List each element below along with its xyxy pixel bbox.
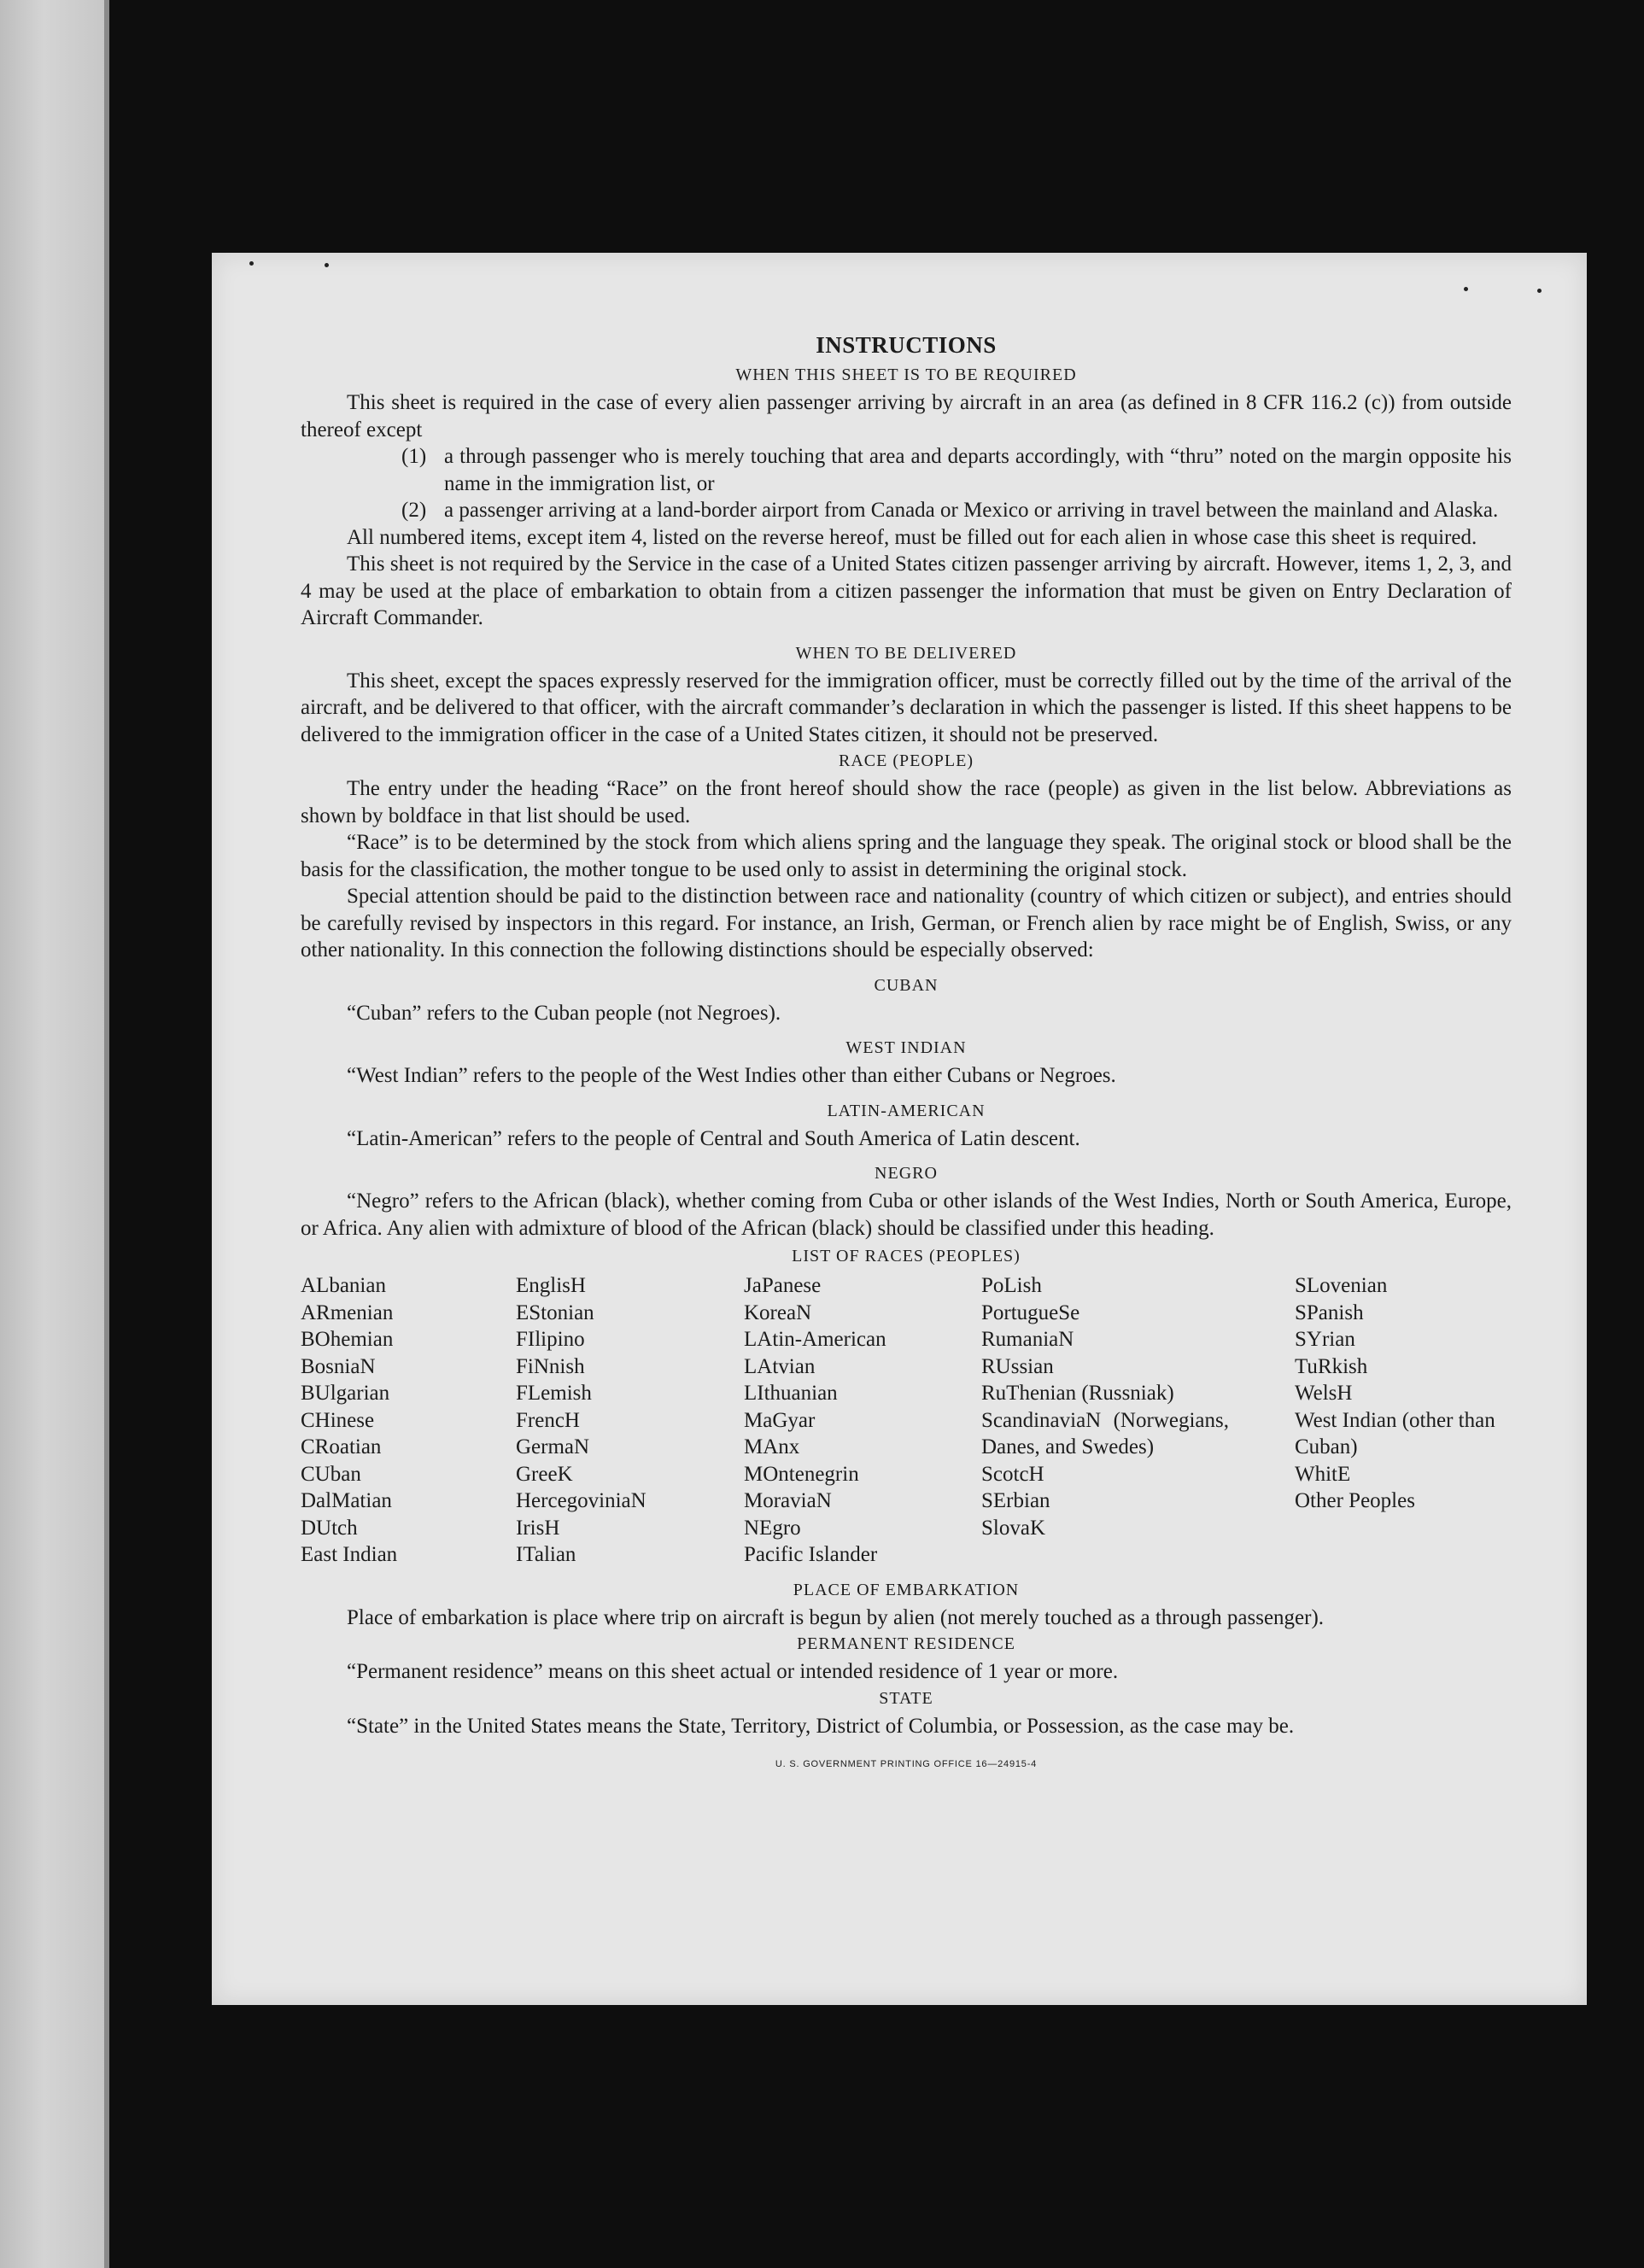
speck	[1537, 289, 1542, 293]
race-entry: ALbanian	[301, 1274, 386, 1297]
races-column-1	[301, 1272, 516, 1569]
race-entry: RumaniaN	[981, 1328, 1074, 1351]
races-column-4	[981, 1272, 1295, 1569]
race-entry: SlovaK	[981, 1516, 1045, 1540]
race-entry: IrisH	[516, 1516, 560, 1540]
race-entry: LAtin-American	[744, 1328, 886, 1351]
speck	[1464, 287, 1468, 291]
heading-state: STATE	[879, 1688, 933, 1708]
race-entry: GreeK	[516, 1462, 573, 1486]
race-entry: MOntenegrin	[744, 1462, 859, 1486]
citizen-paragraph: This sheet is not required by the Service in the case of a United States citizen passenger arriving by aircraft. However, items 1, 2, 3, and 4 may be used at the place of embarkation to obtain from a citizen passenger the information that must be given on Entry Declaration of Aircraft Commander.	[301, 552, 1512, 629]
page-title: INSTRUCTIONS	[816, 332, 997, 358]
race-entry: NEgro	[744, 1516, 801, 1540]
race-entry: BosniaN	[301, 1354, 376, 1378]
race-entry: PortugueSe	[981, 1301, 1080, 1324]
race-entry: LIthuanian	[744, 1382, 838, 1405]
item-number: (1)	[401, 445, 427, 468]
race-entry: ScotcH	[981, 1462, 1044, 1486]
race-paragraph-3: Special attention should be paid to the distinction between race and nationality (country of which citizen or subject), and entries should be carefully revised by inspectors in this regard. For instance, an Irish, German, or French alien by race might be of English, Swiss, or any other nationality. In this connection the following distinctions should be especially observed:	[301, 885, 1512, 962]
race-entry: CRoatian	[301, 1435, 382, 1458]
race-entry: MoraviaN	[744, 1489, 832, 1512]
race-entry: TuRkish	[1295, 1354, 1368, 1378]
race-entry: KoreaN	[744, 1301, 812, 1324]
section-heading-required: WHEN THIS SHEET IS TO BE REQUIRED	[735, 365, 1077, 384]
race-entry: ITalian	[516, 1543, 576, 1566]
heading-negro: NEGRO	[875, 1164, 938, 1183]
required-intro: This sheet is required in the case of every alien passenger arriving by aircraft in an area (as defined in 8 CFR 116.2 (c)) from outside thereof except	[301, 391, 1512, 441]
west-indian-definition: “West Indian” refers to the people of the West Indies other than either Cubans or Negroes.	[347, 1064, 1116, 1087]
heading-permanent-residence: PERMANENT RESIDENCE	[797, 1634, 1015, 1653]
race-entry: Pacific Islander	[744, 1543, 878, 1566]
race-entry: SLovenian	[1295, 1274, 1388, 1297]
latin-american-definition: “Latin-American” refers to the people of Central and South America of Latin descent.	[347, 1126, 1080, 1150]
race-entry: FIlipino	[516, 1328, 585, 1351]
exception-item	[301, 497, 1512, 524]
race-entry: LAtvian	[744, 1354, 816, 1378]
race-entry: FrencH	[516, 1408, 580, 1432]
adjacent-page-strip	[0, 0, 109, 2268]
race-entry: West Indian (other than Cuban)	[1295, 1408, 1495, 1458]
item-text: a through passenger who is merely touching that area and departs accordingly, with “thru” noted on the margin opposite his name in the immigration list, or	[444, 445, 1512, 495]
race-entry: DalMatian	[301, 1489, 392, 1512]
race-entry: Other Peoples	[1295, 1489, 1415, 1512]
race-entry: SYrian	[1295, 1328, 1355, 1351]
races-list	[301, 1272, 1512, 1569]
race-entry: FiNnish	[516, 1354, 585, 1378]
document-body	[301, 331, 1512, 1779]
race-entry: GermaN	[516, 1435, 590, 1458]
races-column-2	[516, 1272, 744, 1569]
race-entry: CHinese	[301, 1408, 375, 1432]
race-entry: SErbian	[981, 1489, 1050, 1512]
heading-cuban: CUBAN	[874, 975, 939, 995]
race-entry: East Indian	[301, 1543, 398, 1566]
heading-west-indian: WEST INDIAN	[845, 1038, 967, 1057]
race-entry: RUssian	[981, 1354, 1054, 1378]
race-paragraph-2: “Race” is to be determined by the stock from which aliens spring and the language they speak. The original stock or blood shall be the basis for the classification, the mother tongue to be used only to assist in determining the original stock.	[301, 831, 1512, 881]
heading-list-of-races: LIST OF RACES (PEOPLES)	[792, 1247, 1021, 1266]
race-entry: BOhemian	[301, 1328, 394, 1351]
exception-item	[301, 443, 1512, 497]
embarkation-definition: Place of embarkation is place where trip on aircraft is begun by alien (not merely touched as a through passenger).	[347, 1605, 1325, 1629]
heading-latin-american: LATIN-AMERICAN	[827, 1101, 986, 1120]
race-entry: ARmenian	[301, 1301, 394, 1324]
races-column-3	[744, 1272, 981, 1569]
race-entry: DUtch	[301, 1516, 358, 1540]
numbered-items-paragraph: All numbered items, except item 4, listed on the reverse hereof, must be filled out for each alien in whose case this sheet is required.	[347, 525, 1477, 549]
delivery-paragraph: This sheet, except the spaces expressly reserved for the immigration officer, must be correctly filled out by the time of the arrival of the aircraft, and be delivered to that officer, with the aircraft commander’s declaration in which the passenger is listed. If this sheet happens to be delivered to the immigration officer in the case of a United States citizen, it should not be preserved.	[301, 669, 1512, 746]
residence-definition: “Permanent residence” means on this sheet actual or intended residence of 1 year or more.	[347, 1660, 1119, 1683]
race-entry: ScandinaviaN (Norwegians, Danes, and Swedes)	[981, 1408, 1229, 1458]
negro-definition: “Negro” refers to the African (black), whether coming from Cuba or other islands of the West Indies, North or South America, Europe, or Africa. Any alien with admixture of blood of the African (black) should be classified under this heading.	[301, 1190, 1512, 1240]
race-entry: HercegoviniaN	[516, 1489, 646, 1512]
speck	[325, 263, 329, 267]
race-entry: MAnx	[744, 1435, 800, 1458]
race-entry: BUlgarian	[301, 1382, 390, 1405]
state-definition: “State” in the United States means the State, Territory, District of Columbia, or Possession, as the case may be.	[347, 1714, 1295, 1738]
printing-office-footer: U. S. GOVERNMENT PRINTING OFFICE 16—24915-4	[775, 1759, 1038, 1769]
item-number: (2)	[401, 499, 427, 522]
race-entry: PoLish	[981, 1274, 1042, 1297]
instruction-sheet	[212, 253, 1587, 2005]
race-entry: WhitE	[1295, 1462, 1351, 1486]
item-text: a passenger arriving at a land-border airport from Canada or Mexico or arriving in travel between the mainland and Alaska.	[444, 499, 1499, 522]
race-entry: MaGyar	[744, 1408, 816, 1432]
speck	[249, 261, 254, 266]
heading-embarkation: PLACE OF EMBARKATION	[793, 1580, 1020, 1599]
race-entry: FLemish	[516, 1382, 592, 1405]
section-heading-race: RACE (PEOPLE)	[839, 751, 974, 770]
race-entry: CUban	[301, 1462, 361, 1486]
cuban-definition: “Cuban” refers to the Cuban people (not Negroes).	[347, 1001, 781, 1025]
race-entry: EStonian	[516, 1301, 594, 1324]
page-edge	[104, 0, 109, 2268]
race-entry: EnglisH	[516, 1274, 586, 1297]
race-paragraph-1: The entry under the heading “Race” on the front hereof should show the race (people) as given in the list below. Abbreviations as shown by boldface in that list should be used.	[301, 777, 1512, 827]
race-entry: SPanish	[1295, 1301, 1364, 1324]
race-entry: RuThenian (Russniak)	[981, 1382, 1174, 1405]
race-entry: WelsH	[1295, 1382, 1353, 1405]
races-column-5	[1295, 1272, 1512, 1569]
section-heading-delivered: WHEN TO BE DELIVERED	[795, 643, 1017, 663]
race-entry: JaPanese	[744, 1274, 822, 1297]
